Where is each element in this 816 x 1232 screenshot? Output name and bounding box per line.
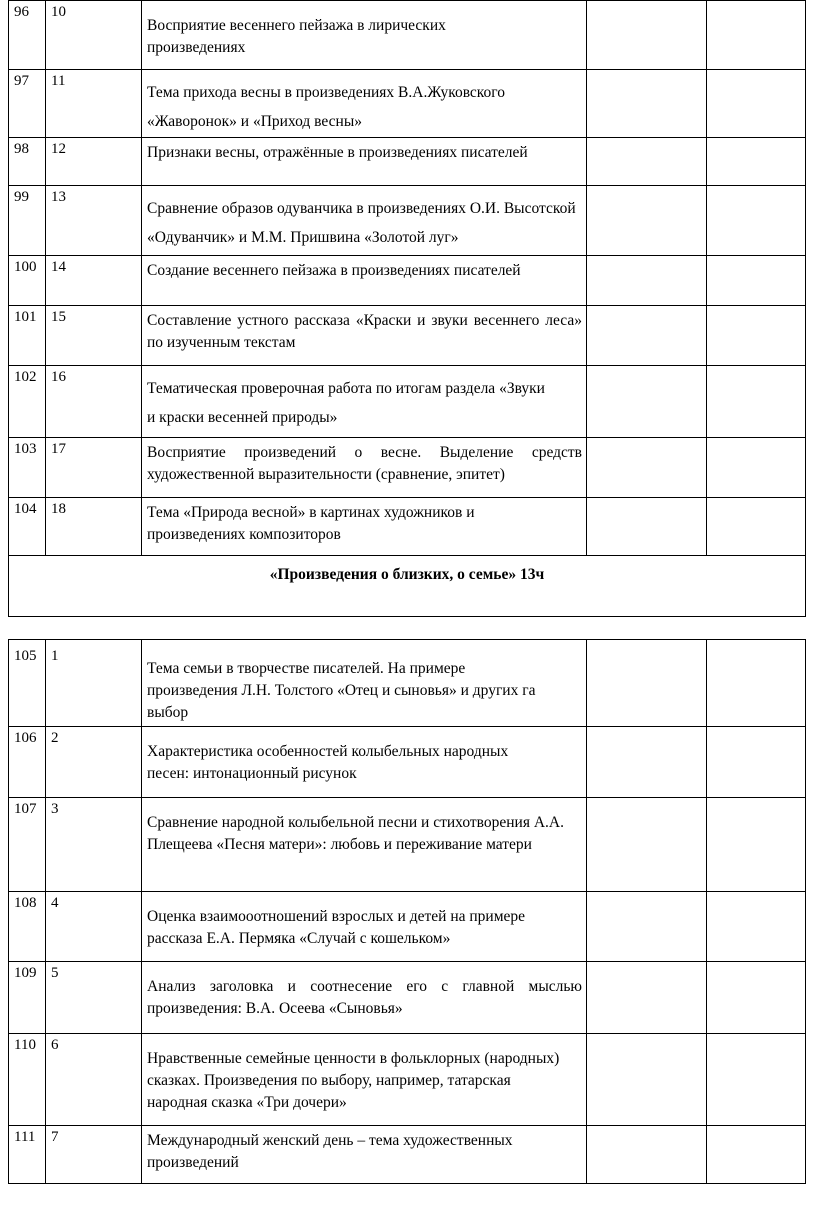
lesson-topic: Тема семьи в творчестве писателей. На примере произведения Л.Н. Толстого «Отец и сыновья» и других га выбор (142, 640, 587, 727)
table-row (9, 892, 806, 962)
table-row (9, 256, 806, 306)
empty-cell (587, 306, 707, 366)
lesson-topic: Характеристика особенностей колыбельных народных песен: интонационный рисунок (142, 727, 587, 798)
section-lesson-number: 15 (46, 306, 142, 366)
section-lesson-number: 12 (46, 138, 142, 186)
empty-cell (587, 798, 707, 892)
section-lesson-number: 13 (46, 186, 142, 256)
table-row (9, 138, 806, 186)
lesson-topic: Тематическая проверочная работа по итогам раздела «Звуки и краски весенней природы» (142, 366, 587, 438)
section-lesson-number: 10 (46, 1, 142, 70)
empty-cell (587, 1, 707, 70)
lesson-number: 99 (9, 186, 46, 256)
lesson-topic: Сравнение образов одуванчика в произведениях О.И. Высотской «Одуванчик» и М.М. Пришвина «Золотой луг» (142, 186, 587, 256)
empty-cell (707, 640, 806, 727)
table-row (9, 366, 806, 438)
empty-cell (587, 498, 707, 556)
lesson-table-spring (8, 0, 806, 617)
empty-cell (587, 727, 707, 798)
section-lesson-number: 5 (46, 962, 142, 1034)
section-lesson-number: 1 (46, 640, 142, 727)
empty-cell (587, 892, 707, 962)
section-lesson-number: 7 (46, 1126, 142, 1184)
table-row (9, 1, 806, 70)
lesson-number: 98 (9, 138, 46, 186)
empty-cell (707, 498, 806, 556)
lesson-number: 101 (9, 306, 46, 366)
lesson-topic: Анализ заголовка и соотнесение его с главной мыслью произведения: В.А. Осеева «Сыновья» (142, 962, 587, 1034)
lesson-number: 110 (9, 1034, 46, 1126)
empty-cell (587, 1126, 707, 1184)
empty-cell (707, 892, 806, 962)
lesson-topic: Международный женский день – тема художественных произведений (142, 1126, 587, 1184)
table-row (9, 498, 806, 556)
section-lesson-number: 16 (46, 366, 142, 438)
table-row (9, 306, 806, 366)
empty-cell (707, 138, 806, 186)
empty-cell (707, 70, 806, 138)
empty-cell (707, 1126, 806, 1184)
empty-cell (587, 962, 707, 1034)
lesson-number: 106 (9, 727, 46, 798)
lesson-number: 107 (9, 798, 46, 892)
empty-cell (587, 640, 707, 727)
empty-cell (587, 256, 707, 306)
lesson-topic: Тема «Природа весной» в картинах художников и произведениях композиторов (142, 498, 587, 556)
lesson-number: 104 (9, 498, 46, 556)
table-row (9, 962, 806, 1034)
section-lesson-number: 6 (46, 1034, 142, 1126)
lesson-topic: Оценка взаимооотношений взрослых и детей на примере рассказа Е.А. Пермяка «Случай с кошельком» (142, 892, 587, 962)
section-lesson-number: 2 (46, 727, 142, 798)
empty-cell (707, 962, 806, 1034)
table-row (9, 438, 806, 498)
empty-cell (707, 186, 806, 256)
table-row (9, 186, 806, 256)
lesson-number: 100 (9, 256, 46, 306)
table-row (9, 70, 806, 138)
table-row (9, 1126, 806, 1184)
section-title: «Произведения о близких, о семье» 13ч (9, 556, 806, 617)
lesson-topic: Признаки весны, отражённые в произведениях писателей (142, 138, 587, 186)
empty-cell (707, 1, 806, 70)
lesson-number: 108 (9, 892, 46, 962)
empty-cell (587, 186, 707, 256)
section-lesson-number: 18 (46, 498, 142, 556)
lesson-table-family (8, 639, 806, 1184)
lesson-number: 105 (9, 640, 46, 727)
lesson-topic: Составление устного рассказа «Краски и звуки весеннего леса» по изученным текстам (142, 306, 587, 366)
lesson-topic: Восприятие весеннего пейзажа в лирических произведениях (142, 1, 587, 70)
empty-cell (707, 1034, 806, 1126)
empty-cell (707, 438, 806, 498)
empty-cell (707, 306, 806, 366)
section-lesson-number: 17 (46, 438, 142, 498)
table-row (9, 1034, 806, 1126)
section-row (9, 556, 806, 617)
table-row (9, 727, 806, 798)
lesson-topic: Сравнение народной колыбельной песни и стихотворения А.А. Плещеева «Песня матери»: любовь и переживание матери (142, 798, 587, 892)
empty-cell (587, 138, 707, 186)
lesson-number: 109 (9, 962, 46, 1034)
empty-cell (707, 366, 806, 438)
lesson-number: 97 (9, 70, 46, 138)
lesson-number: 96 (9, 1, 46, 70)
lesson-topic: Создание весеннего пейзажа в произведениях писателей (142, 256, 587, 306)
empty-cell (707, 256, 806, 306)
empty-cell (707, 727, 806, 798)
section-lesson-number: 14 (46, 256, 142, 306)
section-lesson-number: 3 (46, 798, 142, 892)
table-row (9, 640, 806, 727)
table-row (9, 798, 806, 892)
empty-cell (587, 1034, 707, 1126)
lesson-topic: Восприятие произведений о весне. Выделение средств художественной выразительности (сравнение, эпитет) (142, 438, 587, 498)
empty-cell (707, 798, 806, 892)
lesson-topic: Тема прихода весны в произведениях В.А.Жуковского «Жаворонок» и «Приход весны» (142, 70, 587, 138)
empty-cell (587, 438, 707, 498)
lesson-number: 111 (9, 1126, 46, 1184)
section-lesson-number: 4 (46, 892, 142, 962)
lesson-topic: Нравственные семейные ценности в фольклорных (народных) сказках. Произведения по выбору, например, татарская народная сказка «Три дочери» (142, 1034, 587, 1126)
lesson-number: 102 (9, 366, 46, 438)
empty-cell (587, 366, 707, 438)
empty-cell (587, 70, 707, 138)
lesson-number: 103 (9, 438, 46, 498)
section-lesson-number: 11 (46, 70, 142, 138)
